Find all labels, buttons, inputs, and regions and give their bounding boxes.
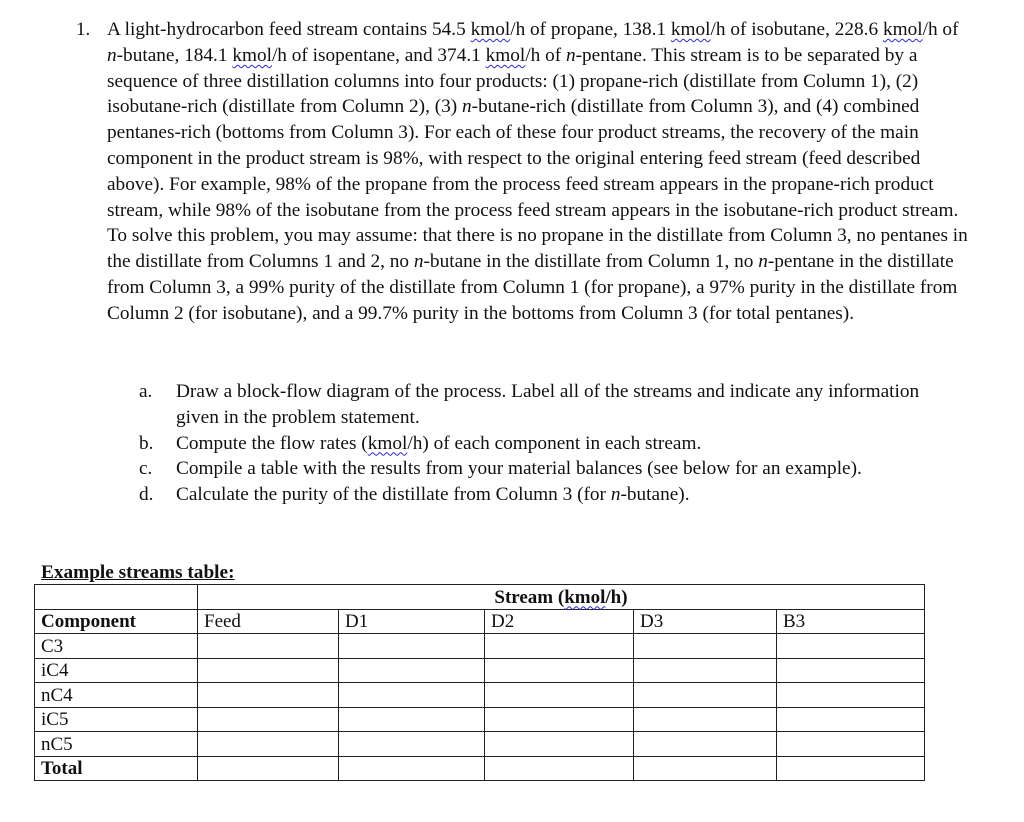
table-cell [777,756,925,781]
subpart-letter: a. [139,381,153,402]
table-cell [634,658,777,683]
subpart-d [139,482,959,508]
subpart-text: Calculate the purity of the distillate from Column 3 (for n-butane). [176,484,690,506]
table-cell [634,732,777,757]
table-cell [634,634,777,659]
table-row-total [35,756,925,781]
subparts-list [139,379,959,508]
row-label: iC4 [35,658,198,683]
table-row [35,707,925,732]
column-header-component: Component [35,609,198,634]
table-header-row [35,609,925,634]
table-cell [339,658,485,683]
column-header-d3: D3 [634,609,777,634]
subpart-letter: d. [139,484,154,506]
row-label: C3 [35,634,198,659]
table-cell [634,707,777,732]
table-cell [198,732,339,757]
table-row [35,634,925,659]
table-cell [339,707,485,732]
table-cell [198,658,339,683]
table-cell [485,732,634,757]
row-label: nC5 [35,732,198,757]
table-cell [198,634,339,659]
table-cell [485,756,634,781]
table-cell [339,732,485,757]
subpart-text: Compile a table with the results from your material balances (see below for an example). [176,458,862,480]
row-label: iC5 [35,707,198,732]
table-row [35,732,925,757]
table-cell [485,683,634,708]
table-cell [339,683,485,708]
table-header-row-stream [35,585,925,610]
streams-table [34,584,925,781]
problem-number: 1. [76,19,91,40]
problem-statement: A light-hydrocarbon feed stream contains 54.5 kmol/h of propane, 138.1 kmol/h of isobutane, 228.6 kmol/h of n-butane, 184.1 kmol/h of isopentane, and 374.1 kmol/h of n-pentane. This stream is to be separated by a sequence of three distillation columns into four products: (1) propane-rich (distillate from Column 1), (2) isobutane-rich (distillate from Column 2), (3) n-butane-rich (distillate from Column 3), and (4) combined pentanes-rich (bottoms from Column 3). For each of these four product streams, the recovery of the main component in the product stream is 98%, with respect to the original entering feed stream (feed described above). For example, 98% of the propane from the process feed stream appears in the propane-rich product stream, while 98% of the isobutane from the process feed stream appears in the isobutane-rich product stream. To solve this problem, you may assume: that there is no propane in the distillate from Column 3, no pentanes in the distillate from Columns 1 and 2, no n-butane in the distillate from Column 1, no n-pentane in the distillate from Column 3, a 99% purity of the distillate from Column 1 (for propane), a 97% purity in the distillate from Column 2 (for isobutane), and a 99.7% purity in the bottoms from Column 3 (for total pentanes). [107,19,968,324]
row-label: Total [35,756,198,781]
table-cell [777,683,925,708]
subpart-letter: b. [139,432,154,454]
table-cell [35,585,198,610]
table-cell [339,756,485,781]
table-row [35,658,925,683]
table-row [35,683,925,708]
table-cell [198,683,339,708]
column-header-d2: D2 [485,609,634,634]
table-cell [485,634,634,659]
subpart-c [139,456,959,482]
table-cell [198,756,339,781]
table-cell [777,707,925,732]
table-cell [777,732,925,757]
subpart-b [139,431,959,457]
subpart-text: Draw a block-flow diagram of the process. Label all of the streams and indicate any information given in the problem statement. [176,381,920,428]
column-header-feed: Feed [198,609,339,634]
stream-header: Stream (kmol/h) [198,585,925,610]
table-cell [485,658,634,683]
table-cell [634,683,777,708]
subpart-text: Compute the flow rates (kmol/h) of each component in each stream. [176,432,702,454]
table-cell [485,707,634,732]
row-label: nC4 [35,683,198,708]
table-cell [339,634,485,659]
table-title: Example streams table: [41,562,235,583]
table-cell [634,756,777,781]
column-header-d1: D1 [339,609,485,634]
column-header-b3: B3 [777,609,925,634]
table-cell [777,634,925,659]
subpart-a [139,379,959,431]
table-cell [198,707,339,732]
subpart-letter: c. [139,458,153,480]
table-cell [777,658,925,683]
